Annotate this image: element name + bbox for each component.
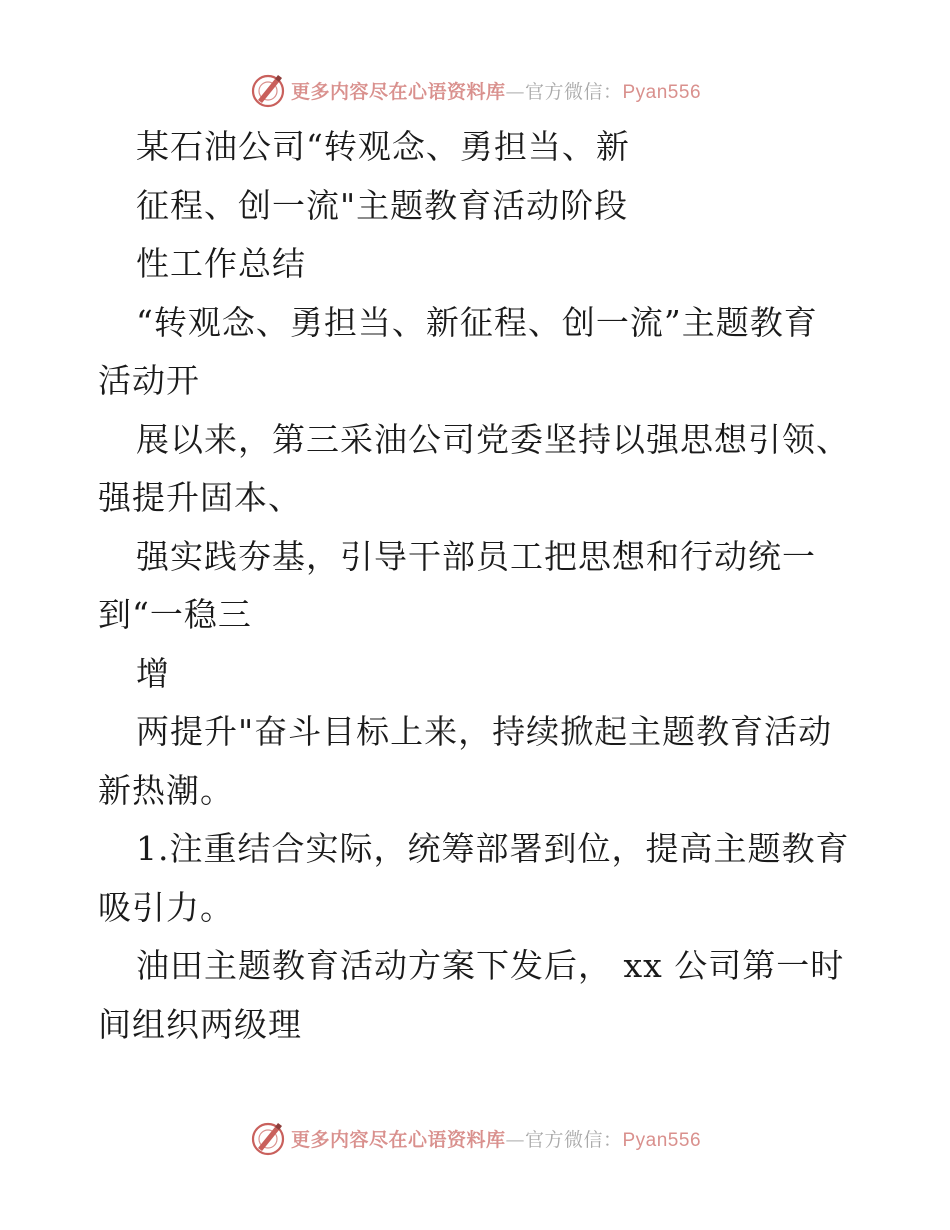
text-line: 强实践夯基，引导干部员工把思想和行动统一 bbox=[136, 536, 816, 576]
pen-circle-logo-icon bbox=[249, 71, 287, 109]
text-line: 展以来，第三采油公司党委坚持以强思想引领、 bbox=[136, 419, 850, 459]
text-line: 增 bbox=[136, 653, 170, 693]
watermark-text bbox=[291, 1125, 701, 1152]
watermark-text bbox=[291, 77, 701, 104]
pen-circle-logo-icon bbox=[249, 1119, 287, 1157]
watermark-wechat-id: Pyan556 bbox=[622, 1129, 702, 1151]
text-line: 间组织两级理 bbox=[98, 1004, 302, 1044]
text-line: 性工作总结 bbox=[136, 244, 306, 283]
text-line: 征程、创一流"主题教育活动阶段 bbox=[136, 185, 629, 225]
text-line: “转观念、勇担当、新征程、创一流”主题教育 bbox=[136, 302, 818, 342]
document-body bbox=[98, 118, 858, 1054]
text-line: 1.注重结合实际，统筹部署到位，提高主题教育 bbox=[136, 829, 850, 868]
watermark-brand: 更多内容尽在心语资料库 bbox=[290, 80, 506, 103]
text-line: 活动开 bbox=[98, 361, 200, 400]
text-line: 某石油公司“转观念、勇担当、新 bbox=[136, 127, 630, 166]
watermark-brand: 更多内容尽在心语资料库 bbox=[290, 1128, 506, 1151]
watermark-wechat-label: 官方微信： bbox=[524, 80, 623, 103]
text-line: 油田主题教育活动方案下发后， xx 公司第一时 bbox=[136, 946, 845, 985]
text-line: 到“一稳三 bbox=[98, 595, 252, 634]
text-line: 强提升固本、 bbox=[98, 478, 302, 517]
watermark-wechat-id: Pyan556 bbox=[622, 81, 702, 103]
text-line: 新热潮。 bbox=[98, 770, 234, 810]
text-line: 两提升"奋斗目标上来，持续掀起主题教育活动 bbox=[136, 712, 833, 751]
watermark-separator: — bbox=[505, 80, 525, 103]
watermark-separator: — bbox=[505, 1128, 525, 1151]
watermark-header bbox=[0, 70, 950, 110]
watermark-footer bbox=[0, 1118, 950, 1158]
text-line: 吸引力。 bbox=[98, 887, 234, 927]
watermark-wechat-label: 官方微信： bbox=[524, 1128, 623, 1151]
